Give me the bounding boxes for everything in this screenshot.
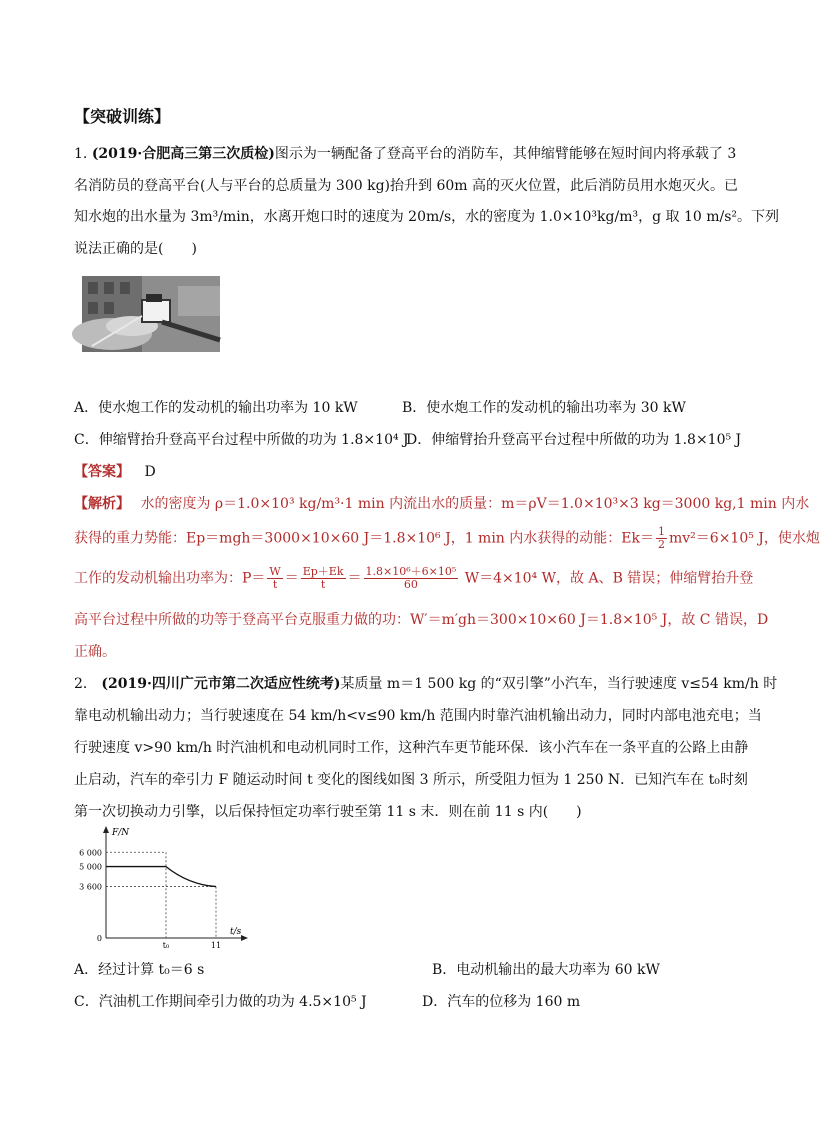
x-axis-label: t/s xyxy=(230,927,242,937)
q2-line5: 第一次切换动力引擎，以后保持恒定功率行驶至第 11 s 末．则在前 11 s 内( ) xyxy=(74,804,582,820)
q2-number: 2． xyxy=(74,676,97,692)
force-time-chart xyxy=(70,826,250,950)
analysis-label: 【解析】 xyxy=(74,496,130,512)
q1-option-b: B．使水炮工作的发动机的输出功率为 30 kW xyxy=(402,400,686,416)
analysis-text-2a: 获得的重力势能：Ep＝mgh＝3000×10×60 J＝1.8×10⁶ J，1 min 内水获得的动能：Ek＝ xyxy=(74,530,654,547)
fraction-half-num: 1 xyxy=(657,525,665,538)
q2-option-a: A．经过计算 t₀＝6 s xyxy=(74,962,205,978)
q2-text-1: 某质量 m＝1 500 kg 的“双引擎”小汽车，当行驶速度 v≤54 km/h 时 xyxy=(340,676,778,692)
q1-line2: 名消防员的登高平台(人与平台的总质量为 300 kg)抬升到 60m 高的灭火位置，此后消防员用水炮灭火。已 xyxy=(74,178,738,194)
q1-option-c: C．伸缩臂抬升登高平台过程中所做的功为 1.8×10⁴ J xyxy=(74,432,409,448)
x-axis-arrow xyxy=(241,935,248,941)
q2-option-b: B．电动机输出的最大功率为 60 kW xyxy=(432,962,660,978)
fraction-half xyxy=(656,526,667,551)
y-axis-label: F/N xyxy=(112,828,130,838)
q2-source: (2019·四川广元市第二次适应性统考) xyxy=(101,676,341,692)
q1-number: 1. xyxy=(74,146,88,162)
x-tick-label: t₀ xyxy=(162,941,170,950)
q2-option-c: C．汽油机工作期间牵引力做的功为 4.5×10⁵ J xyxy=(74,994,367,1010)
y-tick-label: 5 000 xyxy=(79,862,102,872)
q2-line2: 靠电动机输出动力；当行驶速度在 54 km/h<v≤90 km/h 范围内时靠汽油机输出动力，同时内部电池充电；当 xyxy=(74,708,762,724)
q1-line4: 说法正确的是( ) xyxy=(74,241,197,257)
analysis-line3 xyxy=(74,566,753,591)
analysis-text-3a: 工作的发动机输出功率为：P＝ xyxy=(74,570,266,587)
fraction-energy-num: Ep＋Ek xyxy=(302,565,344,578)
q1-text-1: 图示为一辆配备了登高平台的消防车，其伸缩臂能够在短时间内将承载了 3 xyxy=(274,146,737,162)
y-tick-label: 0 xyxy=(96,934,102,943)
q1-line1 xyxy=(74,144,736,164)
analysis-text-2b: mv²＝6×10⁵ J，使水炮 xyxy=(668,530,820,547)
force-series-line xyxy=(106,867,216,887)
analysis-line5: 正确。 xyxy=(74,644,116,660)
fraction-w-t-den: t xyxy=(272,578,278,591)
analysis-line2 xyxy=(74,526,820,551)
q1-answer xyxy=(74,462,156,482)
q2-line4: 止启动，汽车的牵引力 F 随运动时间 t 变化的图线如图 3 所示，所受阻力恒为 1 250 N．已知汽车在 t₀时刻 xyxy=(74,772,748,788)
q1-source: (2019·合肥高三第三次质检) xyxy=(91,146,275,162)
fraction-energy-den: t xyxy=(320,578,326,591)
q1-line3: 知水炮的出水量为 3m³/min，水离开炮口时的速度为 20m/s，水的密度为 1.0×10³kg/m³，g 取 10 m/s²。下列 xyxy=(74,209,780,225)
fraction-w-t-num: W xyxy=(269,565,281,578)
y-tick-label: 6 000 xyxy=(79,848,102,858)
fraction-values-den: 60 xyxy=(403,578,418,591)
analysis-text-3b: W＝4×10⁴ W，故 A、B 错误；伸缩臂抬升登 xyxy=(460,570,754,587)
y-axis-arrow xyxy=(103,826,109,833)
section-title: 【突破训练】 xyxy=(74,107,171,126)
fraction-w-t xyxy=(267,566,282,591)
fire-truck-photo xyxy=(82,276,220,352)
fraction-energy-t xyxy=(301,566,346,591)
analysis-text-1: 水的密度为 ρ＝1.0×10³ kg/m³·1 min 内流出水的质量：m＝ρV＝1.0×10³×3 kg＝3000 kg,1 min 内水 xyxy=(140,496,810,512)
answer-value: D xyxy=(144,464,156,480)
fraction-half-den: 2 xyxy=(657,538,665,551)
analysis-line1 xyxy=(74,494,809,514)
answer-label: 【答案】 xyxy=(74,464,130,480)
q2-option-d: D．汽车的位移为 160 m xyxy=(422,994,581,1010)
fraction-values-num: 1.8×10⁶＋6×10⁵ xyxy=(365,565,457,578)
y-tick-label: 3 600 xyxy=(79,882,102,892)
analysis-line4: 高平台过程中所做的功等于登高平台克服重力做的功：W′＝m′gh＝300×10×60 J＝1.8×10⁵ J，故 C 错误，D xyxy=(74,612,769,628)
q2-line3: 行驶速度 v>90 km/h 时汽油机和电动机同时工作，这种汽车更节能环保．该小汽车在一条平直的公路上由静 xyxy=(74,740,749,756)
q2-line1 xyxy=(74,674,777,694)
equals-sign-2: ＝ xyxy=(347,570,362,587)
q1-option-a: A．使水炮工作的发动机的输出功率为 10 kW xyxy=(74,400,358,416)
x-tick-label: 11 xyxy=(210,941,222,950)
q1-option-d: D．伸缩臂抬升登高平台过程中所做的功为 1.8×10⁵ J xyxy=(406,432,742,448)
fraction-values xyxy=(364,566,459,591)
equals-sign-1: ＝ xyxy=(284,570,299,587)
